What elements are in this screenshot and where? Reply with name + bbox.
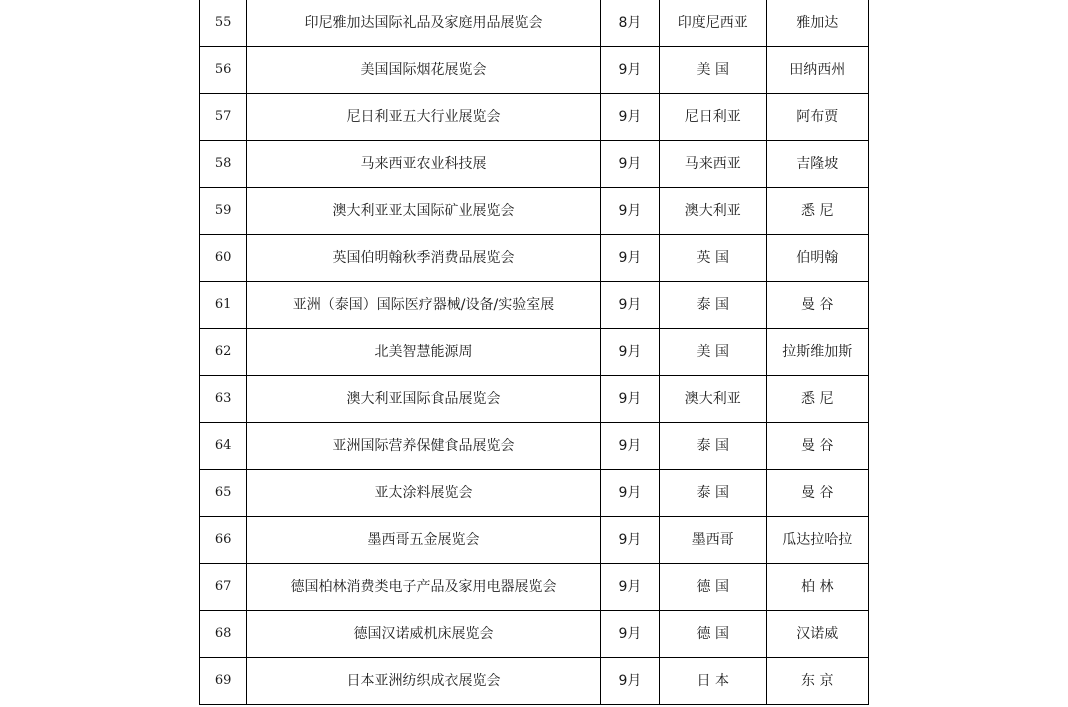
exhibition-city: 拉斯维加斯 (766, 329, 868, 376)
table-row (200, 235, 869, 282)
exhibition-name: 亚太涂料展览会 (247, 470, 601, 517)
exhibition-country: 德 国 (660, 564, 766, 611)
table-row (200, 611, 869, 658)
table-row (200, 94, 869, 141)
table-row (200, 141, 869, 188)
exhibition-country: 马来西亚 (660, 141, 766, 188)
row-number: 58 (200, 141, 247, 188)
row-number: 61 (200, 282, 247, 329)
exhibition-country: 泰 国 (660, 423, 766, 470)
row-number: 69 (200, 658, 247, 705)
exhibition-name: 日本亚洲纺织成衣展览会 (247, 658, 601, 705)
row-number: 63 (200, 376, 247, 423)
exhibition-month: 9月 (600, 47, 659, 94)
row-number: 65 (200, 470, 247, 517)
row-number: 64 (200, 423, 247, 470)
row-number: 55 (200, 0, 247, 47)
exhibition-month: 9月 (600, 235, 659, 282)
table-row (200, 376, 869, 423)
exhibition-month: 9月 (600, 94, 659, 141)
exhibition-month: 9月 (600, 141, 659, 188)
exhibition-name: 尼日利亚五大行业展览会 (247, 94, 601, 141)
exhibition-city: 曼 谷 (766, 282, 868, 329)
exhibition-month: 9月 (600, 564, 659, 611)
exhibition-city: 汉诺威 (766, 611, 868, 658)
row-number: 56 (200, 47, 247, 94)
exhibition-month: 9月 (600, 188, 659, 235)
exhibition-country: 泰 国 (660, 282, 766, 329)
exhibition-name: 澳大利亚国际食品展览会 (247, 376, 601, 423)
exhibition-country: 美 国 (660, 329, 766, 376)
row-number: 60 (200, 235, 247, 282)
table-row (200, 188, 869, 235)
exhibition-city: 东 京 (766, 658, 868, 705)
exhibition-name: 墨西哥五金展览会 (247, 517, 601, 564)
table-row (200, 658, 869, 705)
table-row (200, 47, 869, 94)
exhibition-city: 曼 谷 (766, 423, 868, 470)
exhibition-city: 田纳西州 (766, 47, 868, 94)
exhibition-name: 英国伯明翰秋季消费品展览会 (247, 235, 601, 282)
exhibition-month: 9月 (600, 282, 659, 329)
table-row (200, 470, 869, 517)
exhibition-month: 9月 (600, 517, 659, 564)
exhibition-month: 9月 (600, 423, 659, 470)
exhibition-country: 澳大利亚 (660, 376, 766, 423)
exhibition-name: 亚洲（泰国）国际医疗器械/设备/实验室展 (247, 282, 601, 329)
row-number: 66 (200, 517, 247, 564)
exhibition-table (199, 0, 869, 705)
exhibition-country: 泰 国 (660, 470, 766, 517)
exhibition-country: 日 本 (660, 658, 766, 705)
exhibition-city: 悉 尼 (766, 188, 868, 235)
exhibition-country: 印度尼西亚 (660, 0, 766, 47)
table-row (200, 0, 869, 47)
table-row (200, 517, 869, 564)
exhibition-country: 澳大利亚 (660, 188, 766, 235)
exhibition-name: 美国国际烟花展览会 (247, 47, 601, 94)
exhibition-name: 亚洲国际营养保健食品展览会 (247, 423, 601, 470)
exhibition-name: 马来西亚农业科技展 (247, 141, 601, 188)
exhibition-city: 悉 尼 (766, 376, 868, 423)
exhibition-month: 9月 (600, 329, 659, 376)
exhibition-month: 9月 (600, 376, 659, 423)
table-row (200, 423, 869, 470)
exhibition-name: 澳大利亚亚太国际矿业展览会 (247, 188, 601, 235)
exhibition-name: 德国柏林消费类电子产品及家用电器展览会 (247, 564, 601, 611)
table-row (200, 564, 869, 611)
exhibition-month: 9月 (600, 470, 659, 517)
exhibition-month: 8月 (600, 0, 659, 47)
exhibition-country: 美 国 (660, 47, 766, 94)
exhibition-month: 9月 (600, 611, 659, 658)
exhibition-country: 墨西哥 (660, 517, 766, 564)
exhibition-country: 英 国 (660, 235, 766, 282)
exhibition-city: 瓜达拉哈拉 (766, 517, 868, 564)
exhibition-city: 阿布贾 (766, 94, 868, 141)
exhibition-name: 印尼雅加达国际礼品及家庭用品展览会 (247, 0, 601, 47)
exhibition-country: 德 国 (660, 611, 766, 658)
exhibition-city: 吉隆坡 (766, 141, 868, 188)
exhibition-month: 9月 (600, 658, 659, 705)
exhibition-country: 尼日利亚 (660, 94, 766, 141)
row-number: 67 (200, 564, 247, 611)
table-row (200, 329, 869, 376)
row-number: 62 (200, 329, 247, 376)
row-number: 68 (200, 611, 247, 658)
exhibition-name: 德国汉诺威机床展览会 (247, 611, 601, 658)
exhibition-city: 雅加达 (766, 0, 868, 47)
row-number: 57 (200, 94, 247, 141)
exhibition-name: 北美智慧能源周 (247, 329, 601, 376)
exhibition-city: 柏 林 (766, 564, 868, 611)
exhibition-city: 伯明翰 (766, 235, 868, 282)
row-number: 59 (200, 188, 247, 235)
exhibition-city: 曼 谷 (766, 470, 868, 517)
exhibition-table-body (200, 0, 869, 705)
table-row (200, 282, 869, 329)
